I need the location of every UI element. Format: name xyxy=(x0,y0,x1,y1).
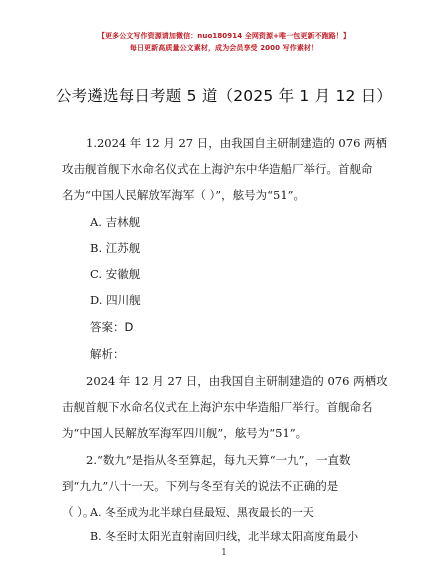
question-1-stem xyxy=(62,130,388,208)
question-2-option-a: A. 冬至成为北半球白昼最短、黑夜最长的一天 xyxy=(90,506,314,519)
promo-line-2: 每日更新高质量公文素材，成为会员享受 2000 写作素材！ xyxy=(129,44,319,52)
promo-line-1: 【更多公文写作资源请加微信：nuo180914 全网资源+唯一包更新不跑路！】 xyxy=(97,32,351,40)
question-2-line-2: 到“九九”八十一天。下列与冬至有关的说法不正确的是 xyxy=(62,479,339,493)
question-2-line-3: （ ）。 xyxy=(62,505,95,519)
question-1-analysis xyxy=(62,368,388,446)
question-1-option-d: D. 四川舰 xyxy=(90,293,141,307)
analysis-line-2: 击舰首舰下水命名仪式在上海沪东中华造船厂举行。首舰命名 xyxy=(62,400,373,414)
analysis-line-3: 为“中国人民解放军海军四川舰”，舷号为“51”。 xyxy=(62,426,308,440)
question-1-analysis-label: 解析： xyxy=(90,347,125,361)
question-1-option-a: A. 吉林舰 xyxy=(90,215,141,229)
question-1-answer: 答案：D xyxy=(90,320,134,334)
question-2-line-1: 2.“数九”是指从冬至算起，每九天算“一九”，一直数 xyxy=(86,453,351,467)
question-1-line-1: 1.2024 年 12 月 27 日，由我国自主研制建造的 076 两栖 xyxy=(86,136,388,150)
question-2-option-b: B. 冬至时太阳光直射南回归线，北半球太阳高度角最小 xyxy=(90,530,359,543)
question-1-line-2: 攻击舰首舰下水命名仪式在上海沪东中华造船厂举行。首舰命 xyxy=(62,162,373,176)
page-number: 1 xyxy=(221,548,227,558)
question-1-option-b: B. 江苏舰 xyxy=(90,241,141,255)
question-1-line-3: 名为“中国人民解放军海军（ ）”，舷号为“51”。 xyxy=(62,188,306,202)
page-title: 公考遴选每日考题 5 道（2025 年 1 月 12 日） xyxy=(55,87,393,105)
question-1-option-c: C. 安徽舰 xyxy=(90,267,141,281)
analysis-line-1: 2024 年 12 月 27 日，由我国自主研制建造的 076 两栖攻 xyxy=(86,374,388,388)
